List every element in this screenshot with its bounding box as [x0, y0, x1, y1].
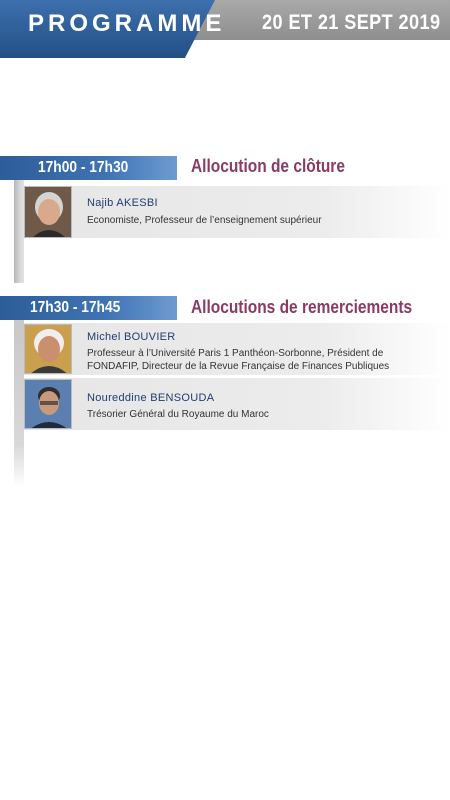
speaker-photo [24, 324, 72, 374]
event-dates: 20 ET 21 SEPT 2019 [261, 11, 440, 34]
speaker-card [24, 186, 450, 238]
page-title: PROGRAMME [28, 10, 226, 37]
speaker-role: Professeur à l’Université Paris 1 Panthéon-Sorbonne, Président de FONDAFIP, Directeur de la Revue Française de Finances Publiques [87, 348, 390, 372]
timeline-bar [14, 317, 24, 487]
speaker-name: Najib AKESBI [87, 197, 158, 209]
session-time: 17h00 - 17h30 [38, 159, 129, 176]
speaker-role: Trésorier Général du Royaume du Maroc [87, 409, 269, 420]
speaker-photo [24, 379, 72, 429]
speaker-role: Economiste, Professeur de l’enseignement supérieur [87, 215, 322, 226]
speaker-name: Michel BOUVIER [87, 331, 176, 343]
timeline-bar [14, 177, 24, 283]
session-title: Allocution de clôture [191, 156, 345, 176]
speaker-photo [24, 186, 72, 238]
speaker-name: Noureddine BENSOUDA [87, 392, 215, 404]
session-time: 17h30 - 17h45 [30, 299, 121, 316]
session-title: Allocutions de remerciements [191, 297, 413, 317]
speaker-card [24, 378, 450, 430]
